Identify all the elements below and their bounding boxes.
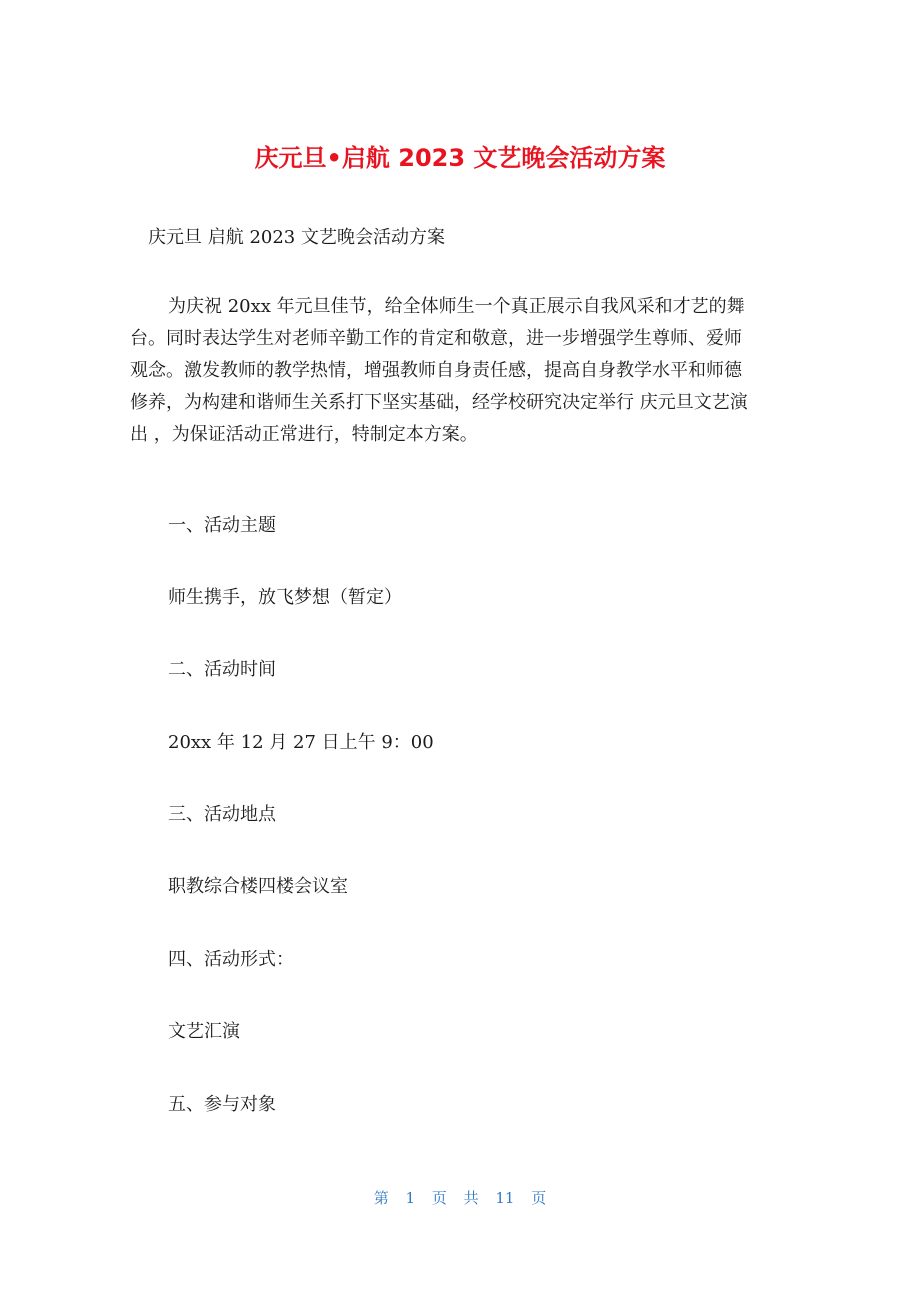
section-heading-time: 二、活动时间 [168, 659, 276, 680]
section-heading-format: 四、活动形式： [168, 949, 294, 970]
intro-line: 出 ，为保证活动正常进行，特制定本方案。 [130, 424, 478, 445]
section-heading-participants: 五、参与对象 [168, 1094, 276, 1115]
section-content-location: 职教综合楼四楼会议室 [168, 876, 348, 897]
section-content-time: 20xx 年 12 月 27 日上午 9：00 [168, 732, 434, 753]
intro-line: 修养，为构建和谐师生关系打下坚实基础，经学校研究决定举行 庆元旦文艺演 [130, 392, 748, 413]
section-heading-theme: 一、活动主题 [168, 515, 276, 536]
document-subtitle: 庆元旦 启航 2023 文艺晚会活动方案 [148, 227, 445, 248]
intro-line: 台。同时表达学生对老师辛勤工作的肯定和敬意，进一步增强学生尊师、爱师 [130, 328, 742, 349]
section-heading-location: 三、活动地点 [168, 804, 276, 825]
document-title: 庆元旦•启航 2023 文艺晚会活动方案 [254, 144, 666, 172]
section-content-theme: 师生携手，放飞梦想（暂定） [168, 587, 402, 608]
page-indicator: 第 1 页 共 11 页 [373, 1189, 547, 1207]
intro-line: 观念。激发教师的教学热情，增强教师自身责任感，提高自身教学水平和师德 [130, 360, 742, 381]
intro-line: 为庆祝 20xx 年元旦佳节，给全体师生一个真正展示自我风采和才艺的舞 [168, 296, 745, 317]
intro-paragraph [130, 291, 790, 451]
section-content-format: 文艺汇演 [168, 1021, 240, 1042]
